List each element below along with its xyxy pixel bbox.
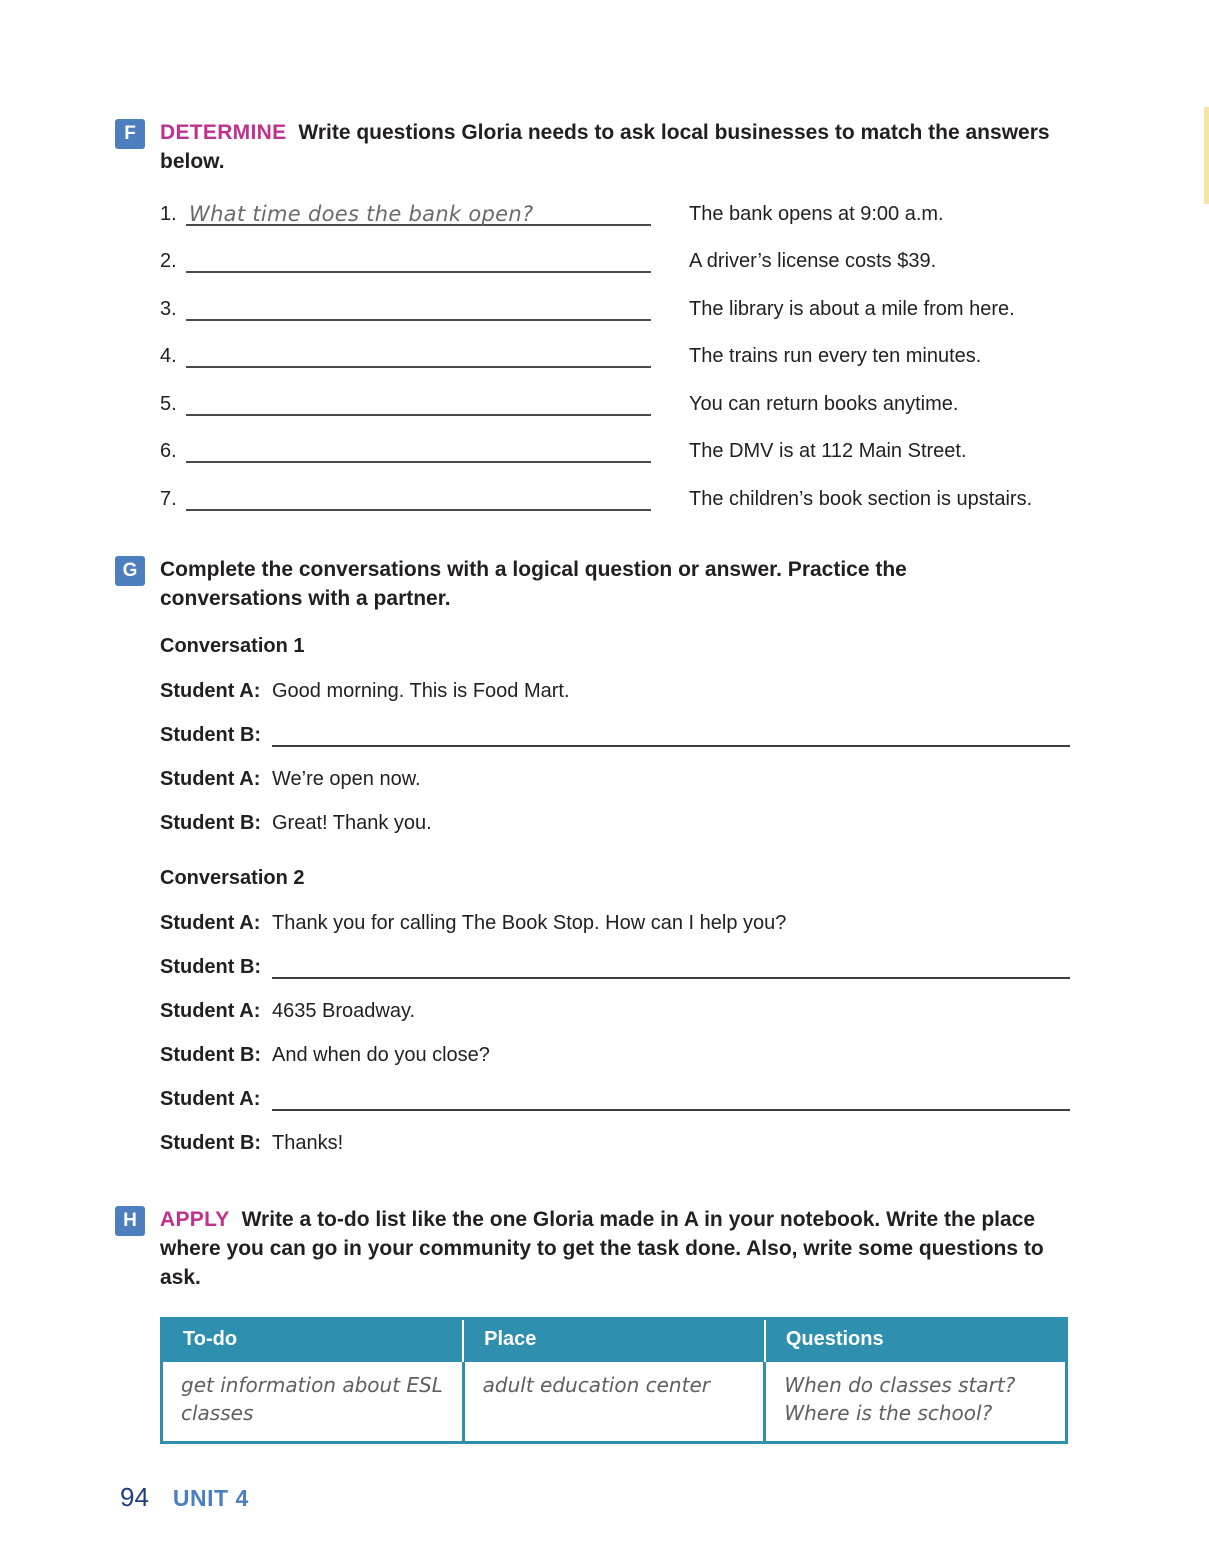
matching-answer: The trains run every ten minutes. [689,345,982,367]
unit-label: UNIT 4 [172,1485,249,1511]
dialog-turn [160,911,1070,935]
page-number: 94 [120,1482,149,1512]
dialog-text: Good morning. This is Food Mart. [272,679,570,702]
table-header-row [162,1318,1067,1362]
section-h-heading [160,1205,1065,1292]
cell-questions [765,1362,1067,1443]
question-row-5 [160,368,1070,416]
handwritten-place: adult education center [482,1372,710,1397]
dialog-turn [160,1043,1070,1067]
section-h-keyword: APPLY [160,1207,230,1231]
dialog-blank-line [272,723,1070,747]
answer-blank-line [186,321,651,369]
question-row-6 [160,416,1070,464]
matching-answer: The bank opens at 9:00 a.m. [689,202,944,225]
section-g-badge: G [115,556,145,586]
speaker-label: Student B: [160,723,262,746]
dialog-blank-line [272,955,1070,979]
dialog-text: And when do you close? [272,1043,490,1066]
section-f-badge: F [115,119,145,149]
dialog-text: 4635 Broadway. [272,999,416,1022]
header-place: Place [463,1318,765,1362]
section-g [0,555,1209,1155]
dialog-turn [160,767,1070,791]
dialog-turn [160,1087,1070,1111]
speaker-label: Student A: [160,999,261,1022]
section-h [0,1205,1209,1444]
speaker-label: Student B: [160,955,262,978]
section-h-badge: H [115,1206,145,1236]
question-row-4 [160,321,1070,369]
answer-blank-line [186,226,651,274]
header-questions: Questions [765,1318,1067,1362]
conversation-1-title: Conversation 1 [160,634,305,657]
dialog-text: We’re open now. [272,767,421,790]
item-number: 4. [160,345,177,367]
speaker-label: Student A: [160,1087,261,1110]
dialog-text: Thanks! [272,1131,344,1154]
section-f-body [160,118,1070,511]
speaker-label: Student A: [160,911,261,934]
matching-answer: The children’s book section is upstairs. [689,487,1033,510]
dialog-text: Great! Thank you. [272,811,432,834]
section-f [0,118,1209,511]
dialog-blank-line [272,1087,1070,1111]
question-row-3 [160,273,1070,321]
handwritten-question-2: Where is the school? [784,1400,993,1425]
speaker-label: Student B: [160,1043,262,1066]
section-h-instructions-post: in your notebook. Write the place where you can go in your community to get the task done. Also, write some questions to ask. [160,1207,1044,1289]
answer-blank-line [186,273,651,321]
handwritten-todo: get information about ESL classes [181,1372,443,1425]
matching-answer: The DMV is at 112 Main Street. [689,440,967,462]
section-f-keyword: DETERMINE [160,121,287,144]
answer-blank-line [186,178,651,226]
todo-table [160,1317,1068,1444]
dialog-turn [160,723,1070,747]
speaker-label: Student B: [160,1131,262,1154]
section-g-body [160,555,1070,1155]
item-number: 5. [160,392,177,415]
section-g-heading: Complete the conversations with a logical question or answer. Practice the conversations with a partner. [160,557,907,610]
dialog-turn [160,999,1070,1023]
speaker-label: Student A: [160,767,261,790]
answer-blank-line [186,368,651,416]
dialog-turn [160,679,1070,703]
dialog-turn [160,811,1070,835]
item-number: 6. [160,440,177,462]
exercise-a-reference: A [683,1207,699,1231]
header-todo: To-do [162,1318,464,1362]
question-list [160,178,1070,511]
section-h-body [160,1205,1070,1444]
answer-blank-line [186,416,651,464]
section-f-instructions: Write questions Gloria needs to ask local businesses to match the answers below. [160,121,1050,173]
unit-color-tab [1204,107,1209,204]
table-row [162,1362,1067,1443]
answer-blank-line [186,463,651,511]
speaker-label: Student A: [160,679,261,702]
matching-answer: You can return books anytime. [689,392,959,415]
question-row-7 [160,463,1070,511]
question-row-1 [160,178,1070,226]
conversation-2-title: Conversation 2 [160,866,305,889]
section-h-instructions-pre: Write a to-do list like the one Gloria made in [241,1207,684,1231]
dialog-turn [160,955,1070,979]
matching-answer: A driver’s license costs $39. [689,250,937,272]
page-footer [120,1482,249,1513]
speaker-label: Student B: [160,811,262,834]
item-number: 7. [160,487,177,510]
item-number: 3. [160,297,177,320]
cell-place [463,1362,765,1443]
item-number: 1. [160,202,177,225]
cell-todo [162,1362,464,1443]
handwritten-answer: What time does the bank open? [189,201,534,226]
dialog-turn [160,1131,1070,1155]
dialog-text: Thank you for calling The Book Stop. How can I help you? [272,911,787,934]
matching-answer: The library is about a mile from here. [689,297,1015,320]
handwritten-question-1: When do classes start? [784,1372,1016,1397]
item-number: 2. [160,250,177,272]
question-row-2 [160,226,1070,274]
section-f-heading [160,118,1065,176]
